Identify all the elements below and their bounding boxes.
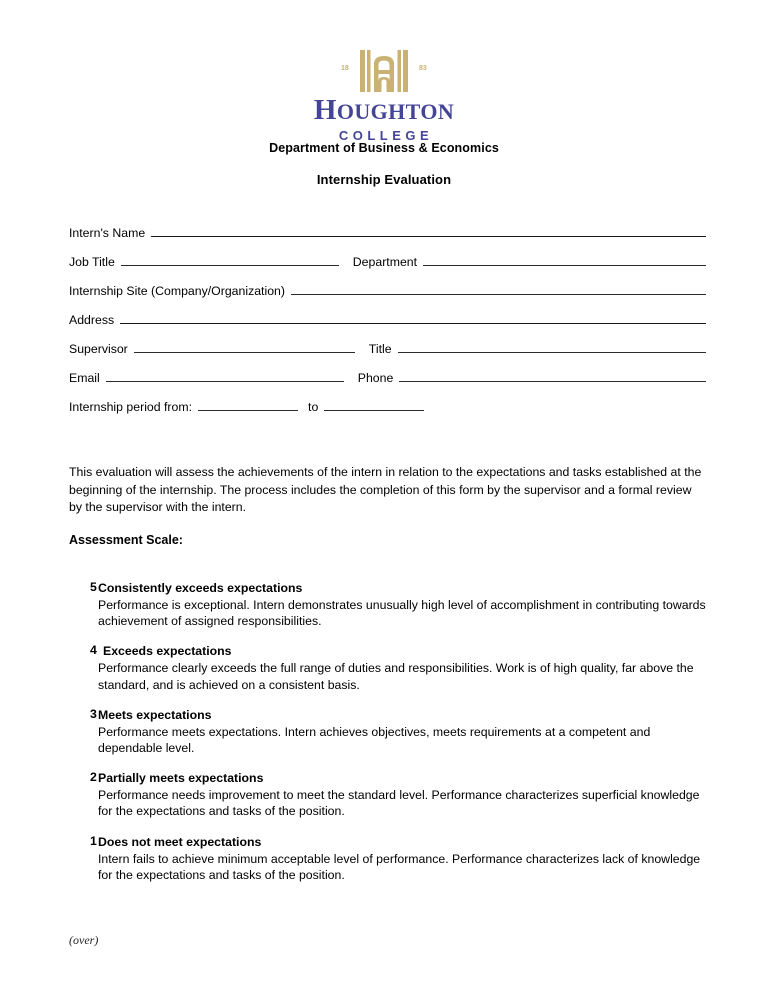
- title-input[interactable]: [398, 340, 706, 353]
- phone-label: Phone: [357, 371, 394, 385]
- intro-paragraph: This evaluation will assess the achievements of the intern in relation to the expectations and tasks established at the beginning of the internship. The process includes the completion of this form by the supervisor and a formal review by the supervisor with the intern.: [69, 465, 702, 514]
- logo-wordmark: [0, 96, 768, 125]
- scale-item: [69, 643, 709, 692]
- intern-name-label: Intern's Name: [69, 226, 146, 240]
- houghton-college-logo: [0, 48, 768, 143]
- period-to-label: to: [308, 400, 319, 414]
- address-input[interactable]: [120, 311, 706, 324]
- department-heading: Department of Business & Economics: [269, 141, 499, 155]
- field-row-internship-period: [69, 398, 706, 427]
- scale-score: 4: [90, 643, 97, 658]
- field-row-supervisor-title: [69, 340, 706, 369]
- internship-site-label: Internship Site (Company/Organization): [69, 284, 285, 298]
- phone-input[interactable]: [399, 369, 706, 382]
- field-row-job-title-department: [69, 253, 706, 282]
- scale-item: [69, 770, 709, 819]
- assessment-scale-list: [69, 580, 709, 897]
- logo-wordmark-rest: OUGHTON: [336, 99, 455, 124]
- field-row-internship-site: [69, 282, 706, 311]
- scale-score: 3: [90, 706, 97, 721]
- scale-heading: Consistently exceeds expectations: [98, 581, 303, 595]
- scale-description: Intern fails to achieve minimum acceptable level of performance. Performance characterizes lack of knowledge for the expectations and tasks of the position.: [98, 851, 701, 882]
- job-title-label: Job Title: [69, 255, 115, 269]
- scale-description: Performance needs improvement to meet the standard level. Performance characterizes superficial knowledge for the expectations and tasks of the position.: [98, 788, 700, 819]
- logo-sub-wordmark: COLLEGE: [338, 128, 434, 143]
- scale-item: [69, 707, 709, 756]
- scale-body: [98, 643, 709, 692]
- email-label: Email: [69, 371, 100, 385]
- scale-heading: Does not meet expectations: [98, 834, 262, 849]
- field-row-address: [69, 311, 706, 340]
- field-row-email-phone: [69, 369, 706, 398]
- intern-name-input[interactable]: [151, 224, 706, 237]
- assessment-scale-heading: Assessment Scale:: [69, 533, 183, 547]
- scale-score: 5: [90, 580, 97, 594]
- period-from-input[interactable]: [198, 398, 298, 411]
- scale-description: Performance meets expectations. Intern achieves objectives, meets requirements at a competent and dependable level.: [98, 724, 651, 756]
- scale-item: [69, 834, 709, 883]
- scale-body: [98, 580, 709, 629]
- department-label: Department: [352, 255, 418, 269]
- scale-score: 1: [90, 833, 97, 848]
- logo-wordmark-initial: H: [313, 94, 337, 126]
- scale-item: [69, 580, 709, 629]
- scale-body: [98, 834, 709, 883]
- period-from-label: Internship period from:: [69, 400, 193, 414]
- scale-heading: Exceeds expectations: [103, 644, 232, 659]
- form-fields: [69, 224, 706, 427]
- title-label: Title: [368, 342, 392, 356]
- address-label: Address: [69, 313, 115, 327]
- footer-over-note: (over): [69, 933, 99, 947]
- page-title: Internship Evaluation: [316, 172, 452, 187]
- job-title-input[interactable]: [121, 253, 339, 266]
- supervisor-input[interactable]: [134, 340, 355, 353]
- houghton-crest-icon: [329, 48, 439, 94]
- field-row-intern-name: [69, 224, 706, 253]
- scale-description: Performance clearly exceeds the full range of duties and responsibilities. Work is of high quality, far above the standard, and is achieved on a consistent basis.: [98, 661, 694, 692]
- supervisor-label: Supervisor: [69, 342, 128, 356]
- internship-site-input[interactable]: [291, 282, 706, 295]
- scale-description: Performance is exceptional. Intern demonstrates unusually high level of accomplishment in contributing towards achievement of assigned responsibilities.: [98, 598, 706, 629]
- scale-body: [98, 770, 709, 819]
- scale-score: 2: [90, 770, 97, 785]
- email-input[interactable]: [106, 369, 344, 382]
- logo-year-left: 18: [341, 65, 349, 72]
- logo-year-right: 83: [419, 65, 427, 72]
- scale-body: [98, 707, 709, 756]
- scale-heading: Meets expectations: [98, 707, 212, 722]
- department-input[interactable]: [423, 253, 706, 266]
- scale-heading: Partially meets expectations: [98, 771, 264, 786]
- period-to-input[interactable]: [324, 398, 424, 411]
